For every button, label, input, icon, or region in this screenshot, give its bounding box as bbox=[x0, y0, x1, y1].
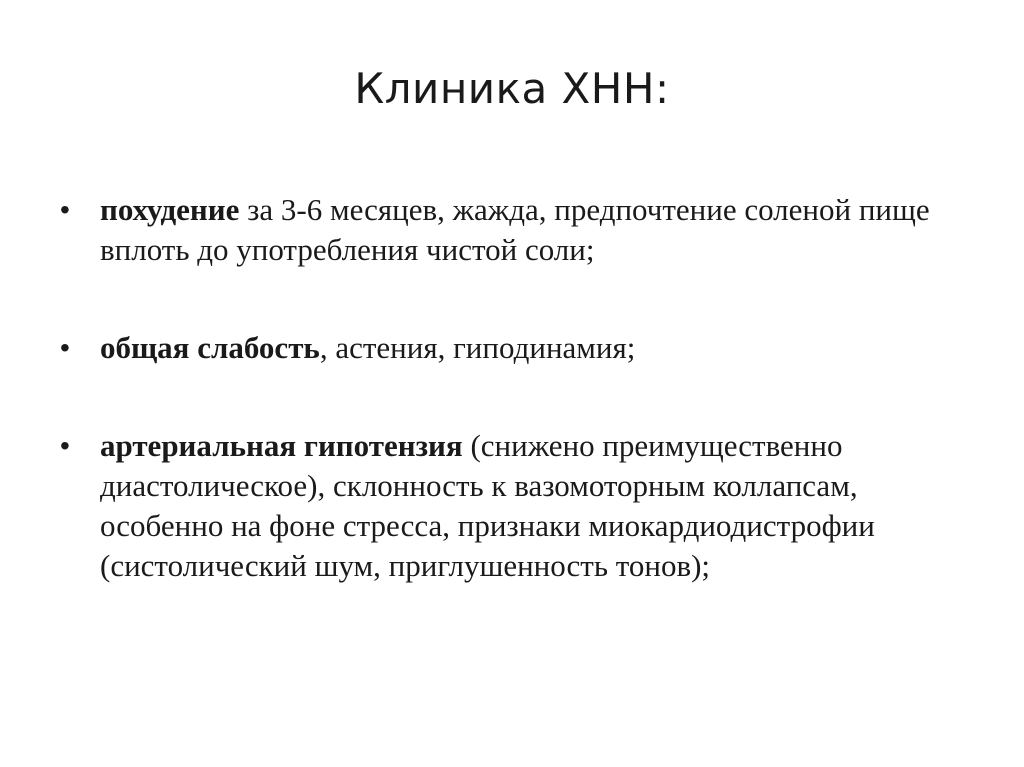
bullet-list bbox=[60, 190, 960, 586]
bullet-bold-term: похудение bbox=[100, 192, 240, 227]
bullet-text: (снижено преимущественно диастолическое), склонность к вазомоторным коллапсам, особенно на фоне стресса, признаки миокардиодистрофии (систолический шум, приглушенность тонов); bbox=[100, 428, 875, 583]
bullet-item bbox=[60, 328, 960, 368]
bullet-item bbox=[60, 190, 960, 270]
bullet-text: , астения, гиподинамия; bbox=[319, 330, 636, 365]
slide-title: Клиника ХНН: bbox=[354, 64, 670, 113]
bullet-dot-icon: • bbox=[60, 332, 70, 363]
bullet-bold-term: общая слабость bbox=[100, 330, 320, 365]
bullet-dot-icon: • bbox=[60, 194, 70, 225]
bullet-text: за 3-6 месяцев, жажда, предпочтение соленой пище вплоть до употребления чистой соли; bbox=[100, 192, 930, 267]
bullet-dot-icon: • bbox=[60, 430, 70, 461]
bullet-bold-term: артериальная гипотензия bbox=[100, 428, 463, 463]
bullet-item bbox=[60, 426, 960, 586]
